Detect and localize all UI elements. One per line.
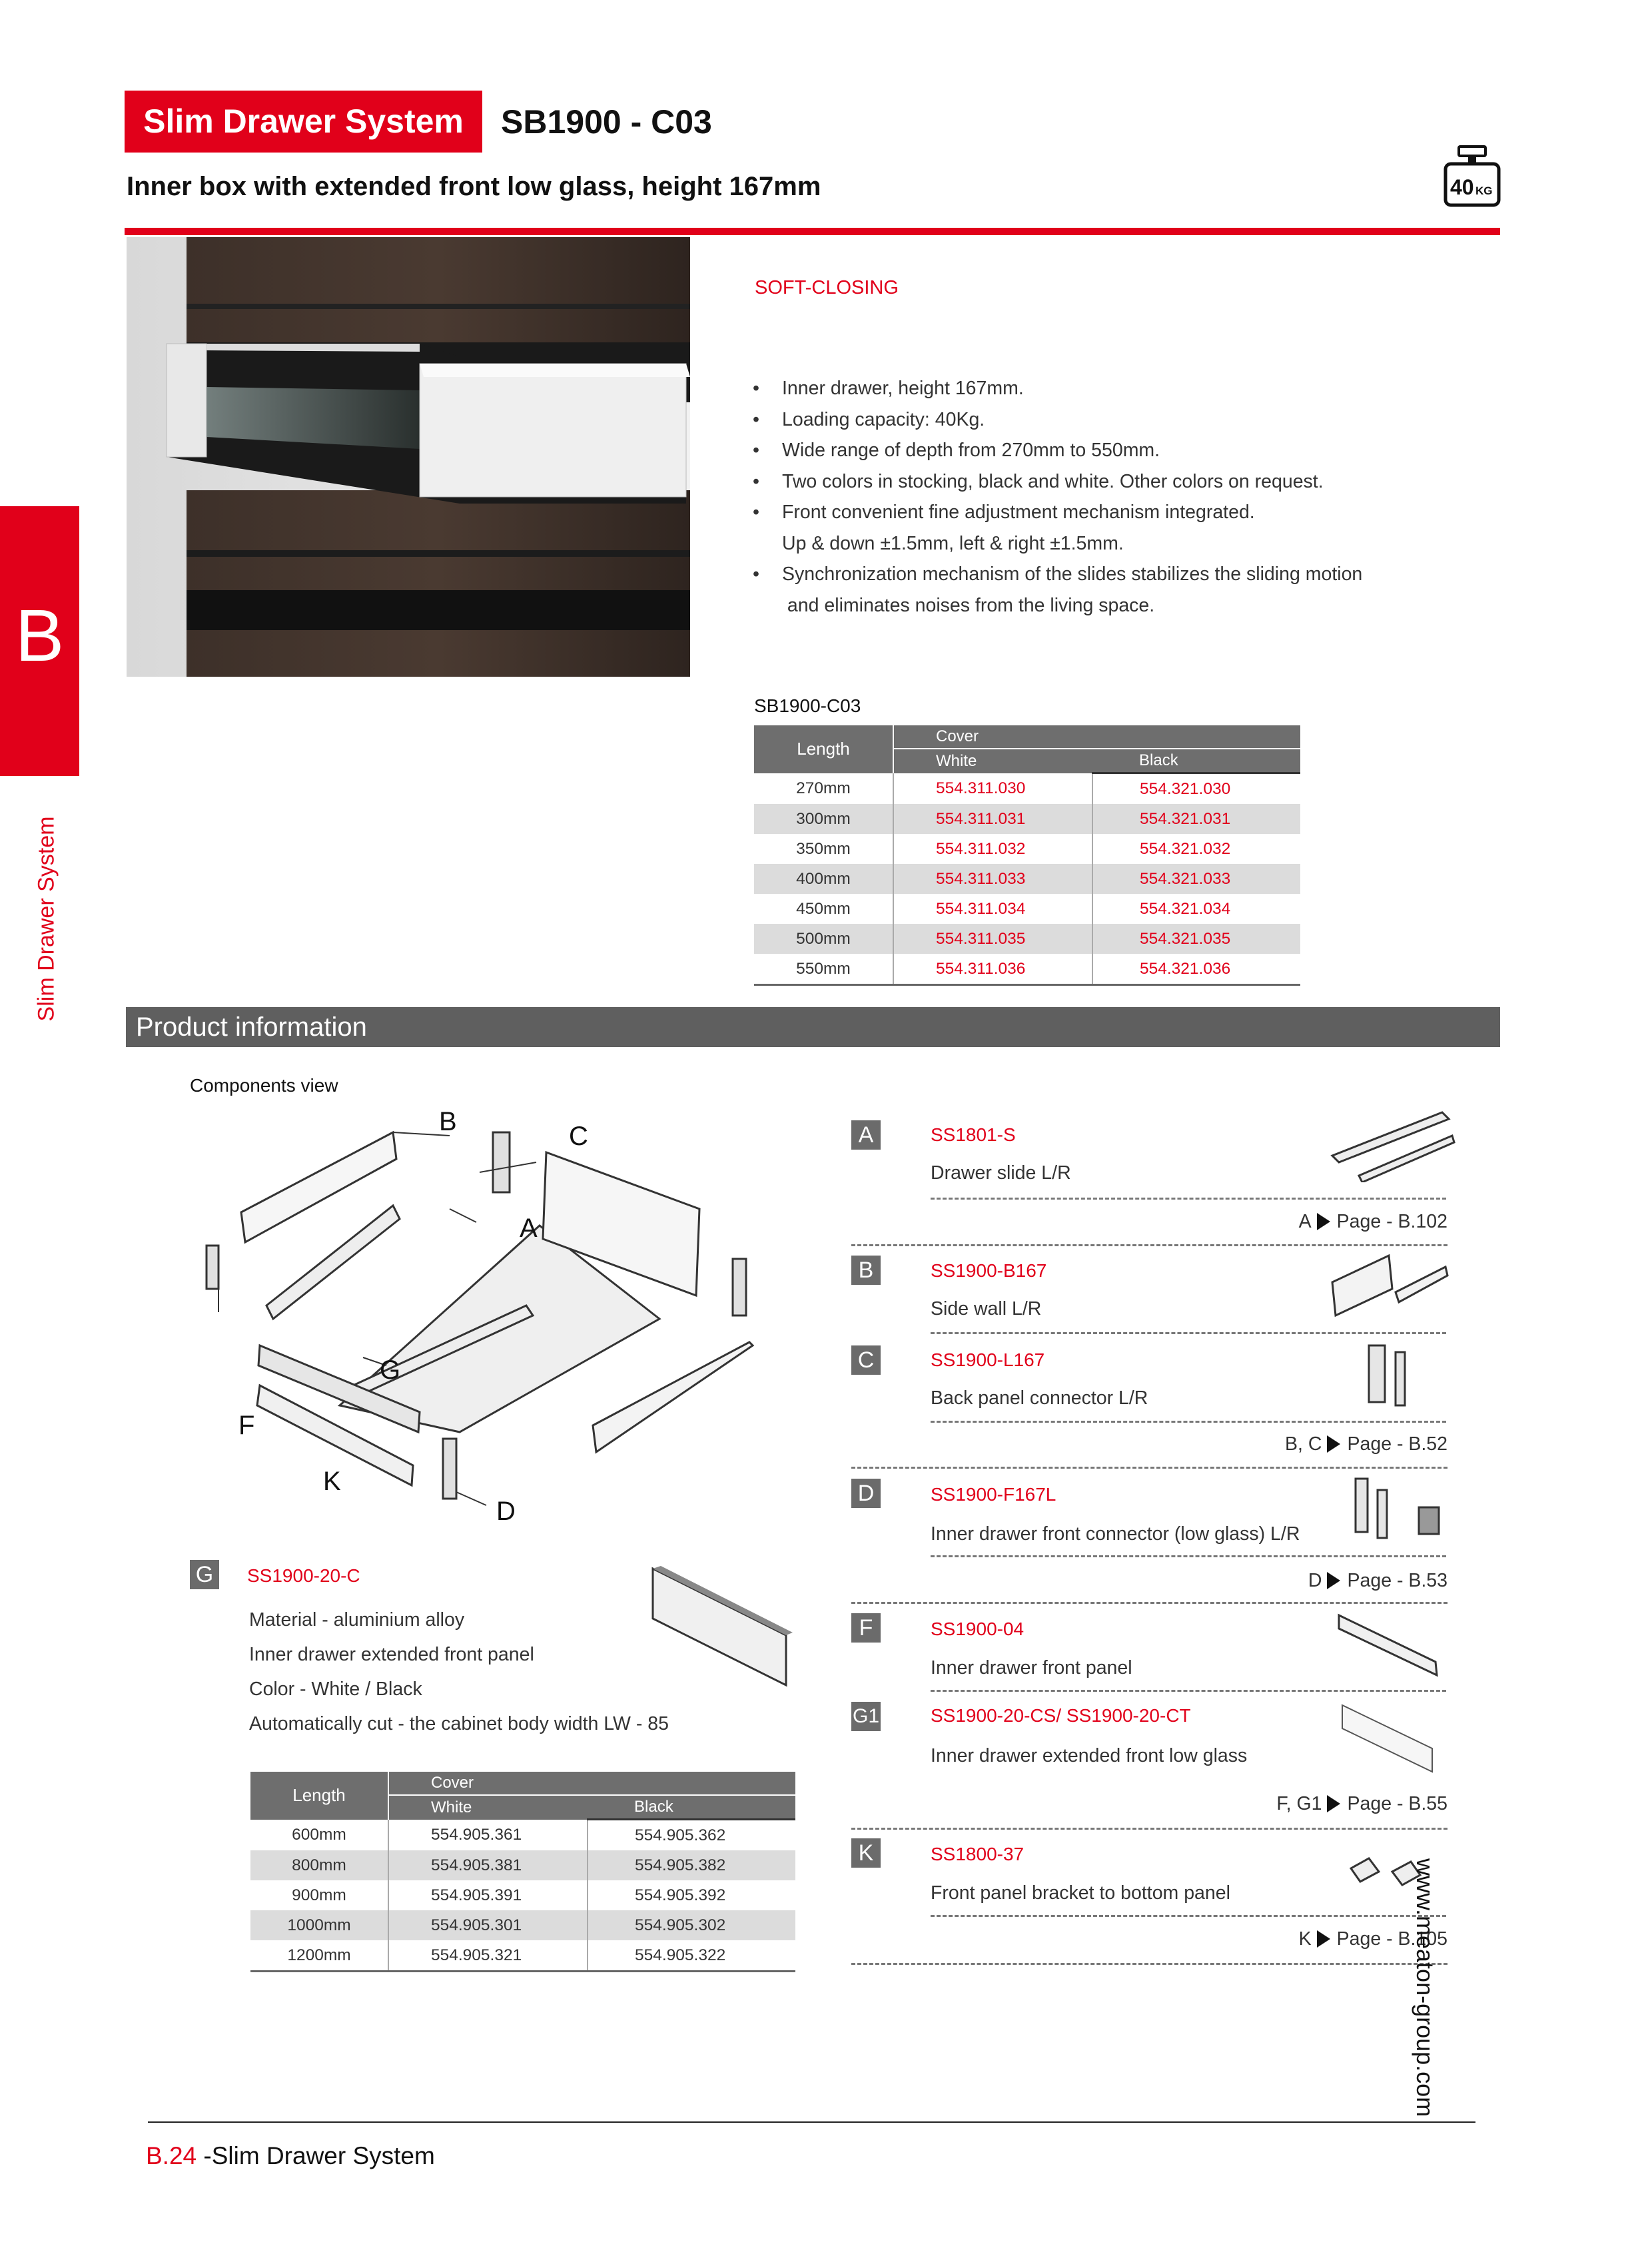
col-length: Length xyxy=(250,1772,388,1820)
table-row: 350mm 554.311.032 554.321.032 xyxy=(754,834,1300,864)
feature-item: • Wide range of depth from 270mm to 550mm. xyxy=(753,440,1160,461)
diagram-label-b: B xyxy=(439,1107,457,1136)
weight-unit: KG xyxy=(1475,185,1493,197)
table-row: 600mm 554.905.361 554.905.362 xyxy=(250,1820,795,1851)
glass-panel-line: Inner drawer extended front panel xyxy=(249,1644,534,1665)
component-desc: Inner drawer front connector (low glass) L/R xyxy=(931,1523,1300,1545)
feature-item: • Loading capacity: 40Kg. xyxy=(753,408,985,430)
component-letter: C xyxy=(851,1345,881,1375)
section-letter: B xyxy=(15,595,65,677)
feature-item: • Synchronization mechanism of the slides stabilizes the sliding motion xyxy=(753,563,1363,585)
component-letter: F xyxy=(851,1613,881,1643)
component-code: SS1900-F167L xyxy=(931,1484,1056,1505)
component-letter: A xyxy=(851,1120,881,1150)
exploded-diagram xyxy=(193,1112,806,1545)
page-footer xyxy=(146,2142,435,2170)
product-photo xyxy=(127,237,690,677)
component-desc: Drawer slide L/R xyxy=(931,1162,1071,1184)
col-cover: Cover xyxy=(388,1772,795,1795)
component-code: SS1801-S xyxy=(931,1124,1016,1145)
component-letter: K xyxy=(851,1838,881,1868)
table-row: 1000mm 554.905.301 554.905.302 xyxy=(250,1910,795,1940)
diagram-label-d: D xyxy=(496,1497,516,1526)
glass-panel-code: SS1900-20-C xyxy=(247,1565,360,1586)
component-desc: Side wall L/R xyxy=(931,1298,1042,1319)
feature-item: • Inner drawer, height 167mm. xyxy=(753,378,1024,399)
col-black: Black xyxy=(1092,749,1300,773)
component-code: SS1900-L167 xyxy=(931,1349,1045,1370)
diagram-label-k: K xyxy=(323,1467,341,1496)
feature-item: and eliminates noises from the living space. xyxy=(787,594,1155,616)
component-desc: Front panel bracket to bottom panel xyxy=(931,1882,1230,1904)
glass-panel-image xyxy=(646,1562,793,1698)
component-letter: B xyxy=(851,1256,881,1285)
table-row: 400mm 554.311.033 554.321.033 xyxy=(754,864,1300,894)
section-side-label: Slim Drawer System xyxy=(33,816,59,1022)
component-desc: Inner drawer front panel xyxy=(931,1657,1132,1679)
glass-panel-line: Automatically cut - the cabinet body width LW - 85 xyxy=(249,1713,669,1734)
table-row: 900mm 554.905.391 554.905.392 xyxy=(250,1880,795,1910)
component-letter: G1 xyxy=(851,1702,881,1731)
section-tab xyxy=(0,506,79,776)
feature-list xyxy=(753,373,1362,621)
feature-item: • Two colors in stocking, black and white. Other colors on request. xyxy=(753,470,1324,492)
page-number: B.24 xyxy=(146,2142,197,2169)
weight-value: 40 xyxy=(1450,175,1474,199)
col-length: Length xyxy=(754,725,893,773)
model-number: SB1900 - C03 xyxy=(501,103,712,141)
diagram-label-c: C xyxy=(569,1122,588,1151)
component-code: SS1900-04 xyxy=(931,1619,1025,1639)
component-letter-g: G xyxy=(190,1560,219,1589)
weight-capacity-icon xyxy=(1444,145,1501,208)
page-reference: D Page - B.53 xyxy=(1308,1570,1447,1591)
component-code: SS1800-37 xyxy=(931,1844,1025,1864)
product-info-bar: Product information xyxy=(126,1007,1500,1047)
table-row: 300mm 554.311.031 554.321.031 xyxy=(754,804,1300,834)
col-white: White xyxy=(431,1798,472,1816)
footer-divider xyxy=(148,2121,1475,2123)
feature-item: • Front convenient fine adjustment mechanism integrated. xyxy=(753,502,1255,523)
spec-table-glass xyxy=(250,1772,795,1972)
page-reference: K Page - B.105 xyxy=(1298,1928,1447,1950)
diagram-label-f: F xyxy=(238,1411,255,1440)
table-label: SB1900-C03 xyxy=(754,695,861,716)
table-row: 800mm 554.905.381 554.905.382 xyxy=(250,1850,795,1880)
front-connector-image xyxy=(1352,1475,1452,1545)
website-url: www.meaton-group.com xyxy=(1412,1858,1439,2117)
side-wall-image xyxy=(1329,1252,1449,1322)
component-letter: D xyxy=(851,1479,881,1508)
diagram-label-a: A xyxy=(520,1214,538,1243)
front-panel-image xyxy=(1336,1612,1442,1682)
glass-panel-line: Color - White / Black xyxy=(249,1679,422,1700)
spec-table-main xyxy=(754,725,1300,986)
component-desc: Inner drawer extended front low glass xyxy=(931,1745,1248,1766)
components-view-label: Components view xyxy=(190,1075,338,1096)
page-reference: A Page - B.102 xyxy=(1298,1211,1447,1232)
col-cover: Cover xyxy=(893,725,1300,749)
col-white: White xyxy=(936,751,977,770)
glass-panel-line: Material - aluminium alloy xyxy=(249,1609,465,1631)
drawer-slide-image xyxy=(1329,1109,1455,1186)
col-black: Black xyxy=(588,1795,795,1820)
component-code: SS1900-B167 xyxy=(931,1260,1047,1281)
component-code: SS1900-20-CS/ SS1900-20-CT xyxy=(931,1705,1191,1726)
table-row: 1200mm 554.905.321 554.905.322 xyxy=(250,1940,795,1972)
feature-heading: SOFT-CLOSING xyxy=(755,277,899,298)
header-divider xyxy=(125,228,1500,235)
low-glass-image xyxy=(1339,1702,1439,1778)
feature-item: Up & down ±1.5mm, left & right ±1.5mm. xyxy=(782,532,1124,554)
page-reference: B, C Page - B.52 xyxy=(1285,1433,1447,1455)
footer-title: -Slim Drawer System xyxy=(197,2142,435,2169)
page-reference: F, G1 Page - B.55 xyxy=(1276,1793,1447,1814)
diagram-label-g: G xyxy=(380,1355,401,1385)
back-panel-connector-image xyxy=(1366,1342,1412,1412)
component-desc: Back panel connector L/R xyxy=(931,1387,1148,1409)
page-subtitle: Inner box with extended front low glass, height 167mm xyxy=(127,172,821,201)
category-title: Slim Drawer System xyxy=(125,91,482,153)
table-row: 450mm 554.311.034 554.321.034 xyxy=(754,894,1300,924)
table-row: 270mm 554.311.030 554.321.030 xyxy=(754,773,1300,805)
table-row: 550mm 554.311.036 554.321.036 xyxy=(754,954,1300,985)
table-row: 500mm 554.311.035 554.321.035 xyxy=(754,924,1300,954)
